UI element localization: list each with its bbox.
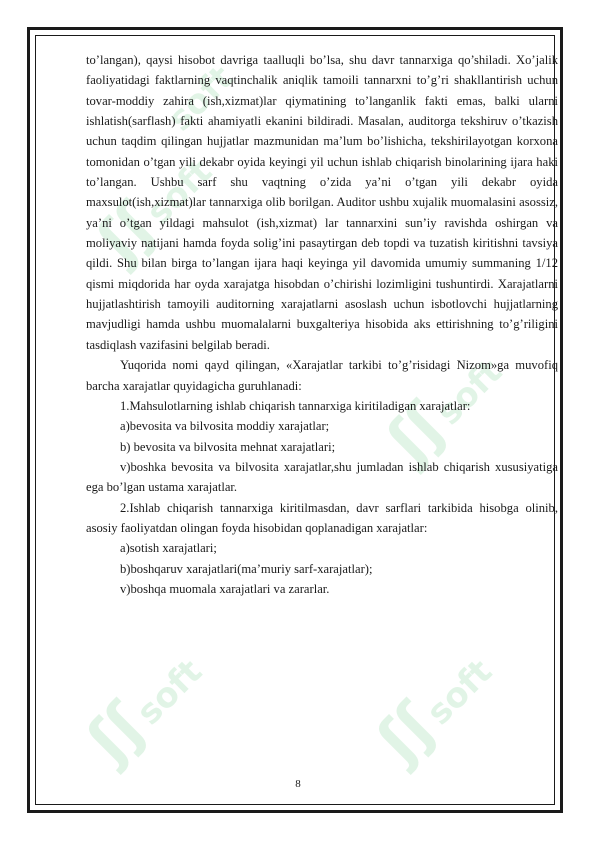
list-item: b)boshqaruv xarajatlari(ma’muriy sarf-xarajatlar); [120, 561, 373, 576]
list-item: 2.Ishlab chiqarish tannarxiga kiritilmasdan, davr sarflari tarkibida hisobga olinib, asosiy faoliyatdan olingan foyda hisobidan qoplanadigan xarajatlar: [86, 500, 558, 535]
list-item: a)sotish xarajatlari; [120, 541, 217, 556]
list-item: a)bevosita va bilvosita moddiy xarajatlar; [120, 419, 330, 434]
list-item: v)boshka bevosita va bilvosita xarajatlar,shu jumladan ishlab chiqarish xususiyatiga ega bo’lgan ustama xarajatlar. [86, 459, 558, 495]
body-text [86, 50, 558, 599]
watermark-logo: ʃʃsoft [74, 651, 211, 776]
list-item: 1.Mahsulotlarning ishlab chiqarish tannarxiga kiritiladigan xarajatlar: [120, 398, 471, 413]
watermark-logo: soft [160, 58, 242, 140]
list-item: b) bevosita va bilvosita mehnat xarajatlari; [120, 439, 336, 454]
list-item: v)boshqa muomala xarajatlari va zararlar. [120, 581, 330, 596]
watermark-logo: ʃʃsoft [84, 151, 221, 276]
paragraph: to’langan), qaysi hisobot davriga taalluqli bo’lsa, shu davr tannarxiga qo’shiladi. Xo’jalik faoliyatidagi faktlarning vaqtinchalik aniqlik tamoili tannarxni to’g’ri shakllantirish uchun tovar-moddiy zahira (ish,xizmat)lar qiymatining to’langanlik fakti emas, balki ularni ishlatish(sarflash) fakti ahamiyatli ekanini bildiradi. Masalan, auditorga tekshiruv o’tkazish uchun taqdim qilingan hujjatlar mazmunidan ma’lum bo’lishicha, tekshirilayotgan korxona tomonidan o’tgan yili dekabr oyida keyingi yil uchun ishlab chiqarish binolarining ijara haki to’langan. Ushbu sarf shu vaqtning o’zida ya’ni o’tgan yili dekabr oyida maxsulot(ish,xizmat)lar tannarxiga olib borilgan. Auditor ushbu xujalik muomalasini asossiz, ya’ni o’tgan yildagi mahsulot (ish,xizmat) lar tannarxini sun’iy ravishda oshirgan va moliyaviy natijani hamda foyda solig’ini pasaytirgan deb topdi va tuzatish kiritishni tavsiya qildi. Shu bilan birga to’langan ijara haqi keyinga yil davomida umumiy summaning 1/12 qismi miqdorida har oyda xarajatga hisobdan o’chirishi lozimligini tushuntirdi. Xarajatlarni hujjatlashtirish tamoyili auditorning xarajatlarni asoslash uchun isbotlovchi hujjatlarning mavjudligi hamda ushbu muomalalarni buxgalteriya hisobida aks ettirishning to’g’riligini tasdiqlash vazifasini belgilab beradi. [86, 53, 558, 352]
page-number: 8 [295, 778, 301, 790]
watermark-logo: ʃʃsoft [374, 351, 511, 476]
paragraph: Yuqorida nomi qayd qilingan, «Xarajatlar tarkibi to’g’risidagi Nizom»ga muvofiq barcha xarajatlar quyidagicha guruhlanadi: [86, 358, 558, 393]
watermark-logo: ʃʃsoft [364, 651, 501, 776]
